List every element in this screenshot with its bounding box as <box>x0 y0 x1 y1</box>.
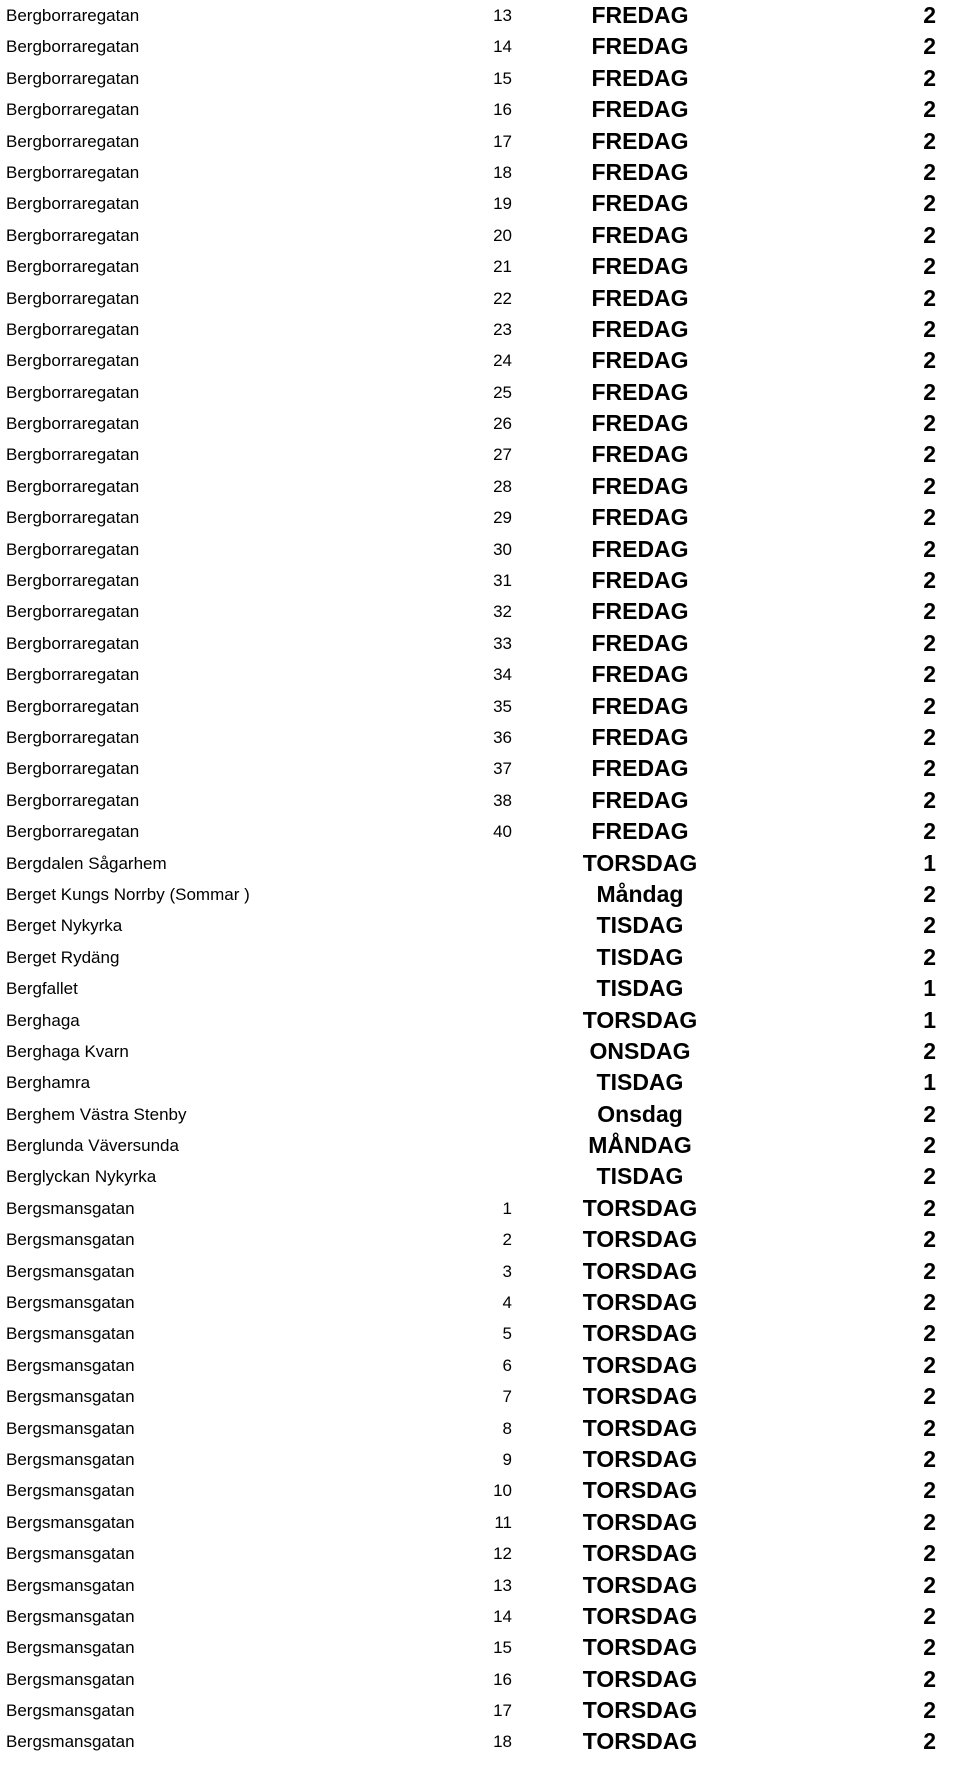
pickup-week: 2 <box>923 127 936 154</box>
house-number: 29 <box>493 508 512 528</box>
pickup-day: TORSDAG <box>582 1445 698 1472</box>
pickup-day: TISDAG <box>596 912 684 939</box>
pickup-week: 2 <box>923 1665 936 1692</box>
house-number: 5 <box>502 1324 512 1344</box>
table-row <box>0 1726 960 1757</box>
pickup-week: 2 <box>923 1100 936 1127</box>
pickup-week: 2 <box>923 1037 936 1064</box>
table-row <box>0 848 960 879</box>
pickup-week: 2 <box>923 755 936 782</box>
table-row <box>0 973 960 1004</box>
street-name: Bergsmansgatan <box>6 1418 135 1438</box>
street-name: Bergborraregatan <box>6 508 140 528</box>
pickup-week: 2 <box>923 2 936 28</box>
pickup-week: 2 <box>923 567 936 594</box>
table-row <box>0 1287 960 1318</box>
street-name: Bergborraregatan <box>6 225 140 245</box>
table-row <box>0 283 960 314</box>
street-name: Berget Nykyrka <box>6 916 123 936</box>
table-row <box>0 1507 960 1538</box>
house-number: 24 <box>493 351 512 371</box>
pickup-day: FREDAG <box>591 504 689 531</box>
pickup-week: 2 <box>923 33 936 60</box>
street-name: Bergsmansgatan <box>6 1575 135 1595</box>
table-row <box>0 1632 960 1663</box>
house-number: 23 <box>493 319 512 339</box>
pickup-week: 2 <box>923 1289 936 1316</box>
street-name: Bergborraregatan <box>6 822 140 842</box>
house-number: 18 <box>493 162 512 182</box>
table-row <box>0 691 960 722</box>
street-name: Berghaga Kvarn <box>6 1041 129 1061</box>
street-name: Bergsmansgatan <box>6 1732 135 1752</box>
street-name: Bergsmansgatan <box>6 1701 135 1721</box>
street-name: Bergsmansgatan <box>6 1293 135 1313</box>
house-number: 27 <box>493 445 512 465</box>
street-name: Bergborraregatan <box>6 445 140 465</box>
street-name: Bergsmansgatan <box>6 1355 135 1375</box>
house-number: 22 <box>493 288 512 308</box>
pickup-week: 2 <box>923 315 936 342</box>
pickup-day: TISDAG <box>596 975 684 1002</box>
table-row <box>0 126 960 157</box>
table-row <box>0 1475 960 1506</box>
pickup-day: FREDAG <box>591 315 689 342</box>
street-name: Bergsmansgatan <box>6 1544 135 1564</box>
house-number: 19 <box>493 194 512 214</box>
street-name: Bergborraregatan <box>6 100 140 120</box>
house-number: 33 <box>493 633 512 653</box>
house-number: 1 <box>502 1198 512 1218</box>
table-row <box>0 1256 960 1287</box>
pickup-day: FREDAG <box>591 284 689 311</box>
house-number: 15 <box>493 1638 512 1658</box>
house-number: 30 <box>493 539 512 559</box>
table-row <box>0 1444 960 1475</box>
house-number: 35 <box>493 696 512 716</box>
street-name: Bergborraregatan <box>6 288 140 308</box>
house-number: 9 <box>502 1449 512 1469</box>
house-number: 21 <box>493 257 512 277</box>
street-name: Bergsmansgatan <box>6 1638 135 1658</box>
street-name: Bergsmansgatan <box>6 1449 135 1469</box>
pickup-day: TISDAG <box>596 943 684 970</box>
table-row <box>0 785 960 816</box>
pickup-day: TORSDAG <box>582 1634 698 1661</box>
pickup-week: 2 <box>923 1132 936 1159</box>
table-row <box>0 408 960 439</box>
street-name: Bergsmansgatan <box>6 1261 135 1281</box>
pickup-week: 1 <box>923 849 936 876</box>
pickup-week: 2 <box>923 410 936 437</box>
table-row <box>0 816 960 847</box>
pickup-day: FREDAG <box>591 786 689 813</box>
pickup-week: 2 <box>923 1477 936 1504</box>
pickup-day: Måndag <box>596 880 684 907</box>
pickup-week: 2 <box>923 1414 936 1441</box>
pickup-week: 2 <box>923 912 936 939</box>
table-row <box>0 534 960 565</box>
pickup-week: 2 <box>923 190 936 217</box>
pickup-day: TORSDAG <box>582 1226 698 1253</box>
house-number: 14 <box>493 37 512 57</box>
pickup-day: FREDAG <box>591 190 689 217</box>
pickup-week: 2 <box>923 96 936 123</box>
table-row <box>0 565 960 596</box>
table-row <box>0 471 960 502</box>
house-number: 12 <box>493 1544 512 1564</box>
pickup-week: 2 <box>923 1163 936 1190</box>
house-number: 38 <box>493 790 512 810</box>
pickup-day: TORSDAG <box>582 1697 698 1724</box>
pickup-day: FREDAG <box>591 2 689 28</box>
pickup-day: FREDAG <box>591 410 689 437</box>
house-number: 31 <box>493 571 512 591</box>
street-name: Bergsmansgatan <box>6 1512 135 1532</box>
table-row <box>0 1099 960 1130</box>
street-name: Bergborraregatan <box>6 319 140 339</box>
table-row <box>0 0 960 31</box>
pickup-day: FREDAG <box>591 692 689 719</box>
pickup-week: 2 <box>923 786 936 813</box>
table-row <box>0 1130 960 1161</box>
street-name: Bergborraregatan <box>6 351 140 371</box>
table-row <box>0 94 960 125</box>
street-name: Bergborraregatan <box>6 476 140 496</box>
pickup-day: TORSDAG <box>582 1194 698 1221</box>
street-name: Bergborraregatan <box>6 68 140 88</box>
house-number: 15 <box>493 68 512 88</box>
pickup-day: FREDAG <box>591 96 689 123</box>
house-number: 4 <box>502 1293 512 1313</box>
house-number: 37 <box>493 759 512 779</box>
pickup-day: TORSDAG <box>582 1006 698 1033</box>
table-row <box>0 753 960 784</box>
pickup-week: 2 <box>923 221 936 248</box>
pickup-week: 2 <box>923 1257 936 1284</box>
street-name: Bergsmansgatan <box>6 1198 135 1218</box>
pickup-week: 2 <box>923 1445 936 1472</box>
table-row <box>0 1036 960 1067</box>
pickup-day: FREDAG <box>591 661 689 688</box>
house-number: 36 <box>493 727 512 747</box>
street-name: Berghamra <box>6 1073 91 1093</box>
pickup-week: 2 <box>923 880 936 907</box>
house-number: 20 <box>493 225 512 245</box>
pickup-week: 2 <box>923 1571 936 1598</box>
street-name: Berglunda Väversunda <box>6 1136 179 1156</box>
table-row <box>0 188 960 219</box>
pickup-week: 2 <box>923 943 936 970</box>
pickup-week: 2 <box>923 1697 936 1724</box>
street-name: Bergborraregatan <box>6 257 140 277</box>
street-name: Bergborraregatan <box>6 382 140 402</box>
pickup-day: FREDAG <box>591 535 689 562</box>
pickup-week: 2 <box>923 1508 936 1535</box>
pickup-day: FREDAG <box>591 33 689 60</box>
pickup-week: 2 <box>923 441 936 468</box>
table-row <box>0 596 960 627</box>
table-row <box>0 1318 960 1349</box>
pickup-day: TORSDAG <box>582 1383 698 1410</box>
table-row <box>0 942 960 973</box>
table-row <box>0 220 960 251</box>
pickup-day: TORSDAG <box>582 1351 698 1378</box>
pickup-day: FREDAG <box>591 629 689 656</box>
pickup-week: 2 <box>923 1540 936 1567</box>
house-number: 16 <box>493 100 512 120</box>
street-name: Bergborraregatan <box>6 194 140 214</box>
street-name: Berglyckan Nykyrka <box>6 1167 157 1187</box>
pickup-day: TORSDAG <box>582 1414 698 1441</box>
pickup-week: 2 <box>923 629 936 656</box>
street-name: Bergborraregatan <box>6 790 140 810</box>
pickup-week: 2 <box>923 1383 936 1410</box>
street-name: Bergsmansgatan <box>6 1481 135 1501</box>
house-number: 10 <box>493 1481 512 1501</box>
pickup-week: 2 <box>923 378 936 405</box>
pickup-week: 2 <box>923 818 936 845</box>
street-name: Berget Kungs Norrby (Sommar ) <box>6 884 250 904</box>
street-name: Bergborraregatan <box>6 665 140 685</box>
pickup-week: 2 <box>923 284 936 311</box>
table-row <box>0 722 960 753</box>
street-name: Bergsmansgatan <box>6 1606 135 1626</box>
street-name: Bergborraregatan <box>6 602 140 622</box>
pickup-week: 2 <box>923 1634 936 1661</box>
table-row <box>0 251 960 282</box>
house-number: 17 <box>493 131 512 151</box>
pickup-day: TORSDAG <box>582 1508 698 1535</box>
pickup-day: FREDAG <box>591 818 689 845</box>
table-row <box>0 628 960 659</box>
pickup-week: 2 <box>923 158 936 185</box>
house-number: 13 <box>493 1575 512 1595</box>
house-number: 14 <box>493 1606 512 1626</box>
table-row <box>0 1067 960 1098</box>
pickup-week: 2 <box>923 347 936 374</box>
pickup-week: 2 <box>923 64 936 91</box>
table-row <box>0 879 960 910</box>
street-name: Berget Rydäng <box>6 947 120 967</box>
street-name: Bergfallet <box>6 979 78 999</box>
table-row <box>0 1193 960 1224</box>
street-name: Bergborraregatan <box>6 539 140 559</box>
table-row <box>0 1413 960 1444</box>
street-name: Bergborraregatan <box>6 727 140 747</box>
pickup-day: TISDAG <box>596 1069 684 1096</box>
pickup-day: FREDAG <box>591 64 689 91</box>
pickup-day: FREDAG <box>591 253 689 280</box>
pickup-day: TORSDAG <box>582 1665 698 1692</box>
pickup-day: TORSDAG <box>582 1257 698 1284</box>
house-number: 13 <box>493 6 512 25</box>
table-row <box>0 1570 960 1601</box>
pickup-week: 2 <box>923 1320 936 1347</box>
table-row <box>0 345 960 376</box>
pickup-week: 1 <box>923 1069 936 1096</box>
table-row <box>0 1664 960 1695</box>
street-name: Bergborraregatan <box>6 571 140 591</box>
street-name: Bergsmansgatan <box>6 1230 135 1250</box>
pickup-day: FREDAG <box>591 441 689 468</box>
table-row <box>0 1538 960 1569</box>
pickup-day: FREDAG <box>591 598 689 625</box>
house-number: 28 <box>493 476 512 496</box>
table-row <box>0 502 960 533</box>
table-row <box>0 1601 960 1632</box>
street-name: Bergborraregatan <box>6 696 140 716</box>
pickup-day: FREDAG <box>591 127 689 154</box>
pickup-day: TORSDAG <box>582 1289 698 1316</box>
table-row <box>0 1161 960 1192</box>
street-name: Bergsmansgatan <box>6 1324 135 1344</box>
house-number: 16 <box>493 1669 512 1689</box>
table-row <box>0 157 960 188</box>
pickup-day: FREDAG <box>591 755 689 782</box>
pickup-day: TORSDAG <box>582 849 698 876</box>
table-row <box>0 910 960 941</box>
table-row <box>0 1695 960 1726</box>
pickup-week: 2 <box>923 253 936 280</box>
street-name: Bergborraregatan <box>6 414 140 434</box>
pickup-week: 2 <box>923 472 936 499</box>
table-row <box>0 314 960 345</box>
house-number: 11 <box>494 1512 512 1532</box>
pickup-day: MÅNDAG <box>588 1132 692 1159</box>
street-name: Bergsmansgatan <box>6 1387 135 1407</box>
house-number: 40 <box>493 822 512 842</box>
table-row <box>0 377 960 408</box>
table-row <box>0 659 960 690</box>
pickup-day: TORSDAG <box>582 1320 698 1347</box>
table-row <box>0 31 960 62</box>
house-number: 6 <box>502 1355 512 1375</box>
street-name: Bergborraregatan <box>6 6 140 25</box>
street-name: Bergborraregatan <box>6 131 140 151</box>
pickup-week: 2 <box>923 1194 936 1221</box>
table-row <box>0 1381 960 1412</box>
pickup-day: TISDAG <box>596 1163 684 1190</box>
house-number: 3 <box>502 1261 512 1281</box>
pickup-week: 2 <box>923 1728 936 1755</box>
house-number: 7 <box>502 1387 512 1407</box>
pickup-day: TORSDAG <box>582 1540 698 1567</box>
street-name: Bergdalen Sågarhem <box>6 853 167 873</box>
house-number: 17 <box>493 1701 512 1721</box>
street-name: Bergborraregatan <box>6 633 140 653</box>
pickup-week: 2 <box>923 535 936 562</box>
pickup-week: 2 <box>923 1602 936 1629</box>
pickup-week: 2 <box>923 692 936 719</box>
pickup-day: TORSDAG <box>582 1477 698 1504</box>
table-row <box>0 1005 960 1036</box>
pickup-week: 2 <box>923 661 936 688</box>
house-number: 8 <box>502 1418 512 1438</box>
pickup-week: 2 <box>923 723 936 750</box>
pickup-week: 1 <box>923 975 936 1002</box>
house-number: 18 <box>493 1732 512 1752</box>
pickup-day: FREDAG <box>591 158 689 185</box>
table-row <box>0 1224 960 1255</box>
pickup-week: 2 <box>923 504 936 531</box>
table-row <box>0 63 960 94</box>
street-name: Berghem Västra Stenby <box>6 1104 187 1124</box>
pickup-day: FREDAG <box>591 723 689 750</box>
house-number: 26 <box>493 414 512 434</box>
pickup-day: TORSDAG <box>582 1602 698 1629</box>
pickup-day: FREDAG <box>591 378 689 405</box>
pickup-week: 2 <box>923 598 936 625</box>
house-number: 2 <box>502 1230 512 1250</box>
house-number: 25 <box>493 382 512 402</box>
pickup-week: 2 <box>923 1351 936 1378</box>
table-row <box>0 1350 960 1381</box>
street-name: Bergborraregatan <box>6 37 140 57</box>
street-name: Bergsmansgatan <box>6 1669 135 1689</box>
pickup-day: TORSDAG <box>582 1728 698 1755</box>
table-row <box>0 439 960 470</box>
pickup-day: FREDAG <box>591 221 689 248</box>
house-number: 34 <box>493 665 512 685</box>
street-name: Bergborraregatan <box>6 759 140 779</box>
house-number: 32 <box>493 602 512 622</box>
street-name: Berghaga <box>6 1010 80 1030</box>
pickup-day: FREDAG <box>591 567 689 594</box>
pickup-day: FREDAG <box>591 347 689 374</box>
pickup-week: 2 <box>923 1226 936 1253</box>
street-name: Bergborraregatan <box>6 162 140 182</box>
pickup-day: TORSDAG <box>582 1571 698 1598</box>
pickup-day: Onsdag <box>597 1100 683 1127</box>
pickup-day: FREDAG <box>591 472 689 499</box>
pickup-day: ONSDAG <box>589 1037 691 1064</box>
pickup-week: 1 <box>923 1006 936 1033</box>
